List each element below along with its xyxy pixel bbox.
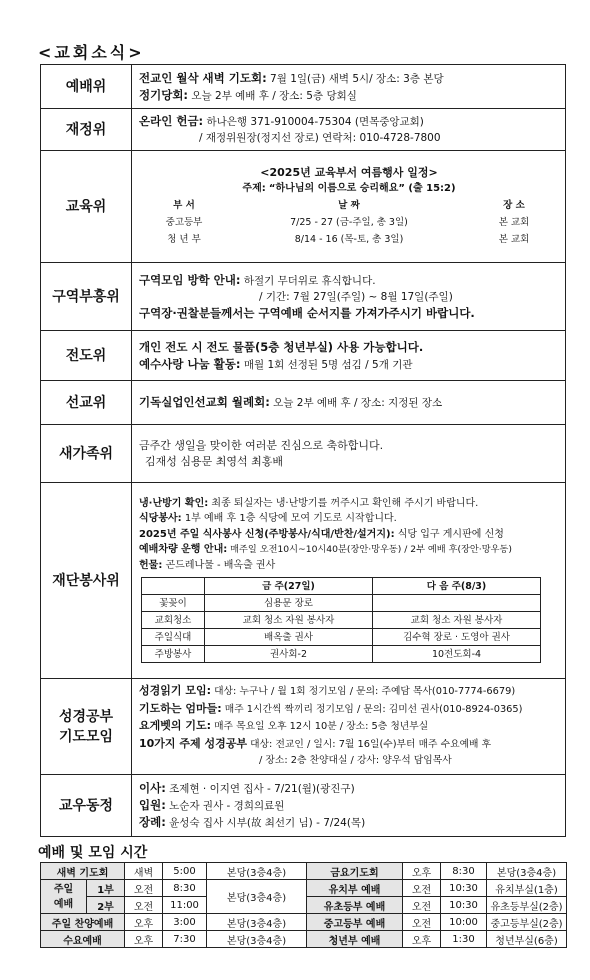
- times-row: 수요예배 오후 7:30 본당(3층4층) 청년부 예배 오후 1:30 청년부실(6층): [41, 931, 567, 948]
- times-title: 예배 및 모임 시간: [38, 845, 148, 861]
- page-title: <교회소식>: [38, 43, 145, 62]
- service-times-table: [40, 862, 567, 948]
- dept-label: 성경공부 기도모임: [41, 679, 132, 775]
- section-facilities: 재단봉사위 냉·난방기 확인: 최종 퇴실자는 냉·난방기를 꺼주시고 확인해 주시기 바랍니다. 식당봉사: 1부 예배 후 1층 식당에 모여 기도로 시작합니다. 2025년 주일 식사봉사 신청(주방봉사/식대/반찬/설거지): 식당 입구 게시판에 신청 예배차량 운행 안내: 매주일 오전10시~10시40분(장안·망우동) / 2부 예배 후(장안·망우동) 헌물: 곤드레나물 - 배옥출 권사 금 주(27일) 다 음 주(8/3) 꽃꽂이 심용문 장로 교회청소 교회 청소 자원 봉사자 교회 청소 자원 봉사자 주일식대 배옥출 권사 김수혁 장로 · 도영아 권사 주방봉사 권사회-2 10전도회-4: [41, 483, 566, 679]
- dept-label: 새가족위: [41, 425, 132, 483]
- section-bible-study: 성경공부 기도모임 성경읽기 모임: 대상: 누구나 / 월 1회 정기모임 / 문의: 주예담 목사(010-7774-6679) 기도하는 엄마들: 매주 1시간씩 짝끼리 정기모임 / 문의: 김미선 권사(010-8924-0365) 요게벳의 기도: 매주 목요일 오후 12시 10분 / 장소: 5층 청년부실 10가지 주제 성경공부 대상: 전교인 / 일시: 7월 16일(수)부터 매주 수요예배 후 / 장소: 2층 찬양대실 / 강사: 양우석 담임목사: [41, 679, 566, 775]
- section-worship: 예배위 전교인 월삭 새벽 기도회: 7월 1일(금) 새벽 5시/ 장소: 3층 본당 정기당회: 오늘 2부 예배 후 / 장소: 5층 당회실: [41, 65, 566, 109]
- section-newfamily: 새가족위 금주간 생일을 맞이한 여러분 진심으로 축하합니다. 김재성 심용문 최영석 최홍배: [41, 425, 566, 483]
- dept-label: 재정위: [41, 109, 132, 151]
- dept-label: 교육위: [41, 151, 132, 263]
- section-finance: 재정위 온라인 헌금: 하나은행 371-910004-75304 (면목중앙교회) / 재정위원장(정지선 장로) 연락처: 010-4728-7800: [41, 109, 566, 151]
- notice-table: [40, 64, 566, 837]
- section-evangelism: 전도위 개인 전도 시 전도 물품(5층 청년부실) 사용 가능합니다. 예수사랑 나눔 활동: 매월 1회 선정된 5명 섬김 / 5개 기관: [41, 331, 566, 381]
- service-duty-table: 금 주(27일) 다 음 주(8/3) 꽃꽂이 심용문 장로 교회청소 교회 청소 자원 봉사자 교회 청소 자원 봉사자 주일식대 배옥출 권사 김수혁 장로 · 도영아 권사 주방봉사 권사회-2 10전도회-4: [141, 577, 541, 663]
- times-row: 2부 오전 11:00 유초등부 예배 오전 10:30 유초등부실(2층): [41, 897, 567, 914]
- times-row: 새벽 기도회 새벽 5:00 본당(3층4층) 금요기도회 오후 8:30 본당(3층4층): [41, 863, 567, 880]
- education-heading: <2025년 교육부서 여름행사 일정>: [260, 166, 438, 179]
- education-schedule: 부 서 날 짜 장 소 중고등부 7/25 - 27 (금-주일, 총 3일) 본 교회 청 년 부 8/14 - 16 (목-토, 총 3일) 본 교회: [165, 200, 530, 245]
- section-member-news: 교우동정 이사: 조제현 · 이지연 집사 - 7/21(월)(광진구) 입원: 노순자 권사 - 경희의료원 장례: 윤성숙 집사 시부(故 최선기 님) - 7/24(목): [41, 775, 566, 837]
- dept-label: 예배위: [41, 65, 132, 109]
- section-district: 구역부흥위 구역모임 방학 안내: 하절기 무더위로 휴식합니다. / 기간: 7월 27일(주일) ~ 8월 17일(주일) 구역장·권찰분들께서는 구역예배 순서지를 가져가주시기 바랍니다.: [41, 263, 566, 331]
- times-row: 주일 찬양예배 오후 3:00 본당(3층4층) 중고등부 예배 오전 10:00 중고등부실(2층): [41, 914, 567, 931]
- section-mission: 선교위 기독실업인선교회 월례회: 오늘 2부 예배 후 / 장소: 지정된 장소: [41, 381, 566, 425]
- dept-label: 교우동정: [41, 775, 132, 837]
- dept-label: 재단봉사위: [41, 483, 132, 679]
- dept-label: 구역부흥위: [41, 263, 132, 331]
- section-education: 교육위 <2025년 교육부서 여름행사 일정> 주제: “하나님의 이름으로 승리해요” (출 15:2) 부 서 날 짜 장 소 중고등부 7/25 - 27 (금-주일, 총 3일) 본 교회 청 년 부 8/14 - 16 (목-토, 총 3일) 본 교회: [41, 151, 566, 263]
- dept-label: 전도위: [41, 331, 132, 381]
- dept-label: 선교위: [41, 381, 132, 425]
- times-row: 주일 예배 1부 오전 8:30 본당(3층4층) 유치부 예배 오전 10:30 유치부실(1층): [41, 880, 567, 897]
